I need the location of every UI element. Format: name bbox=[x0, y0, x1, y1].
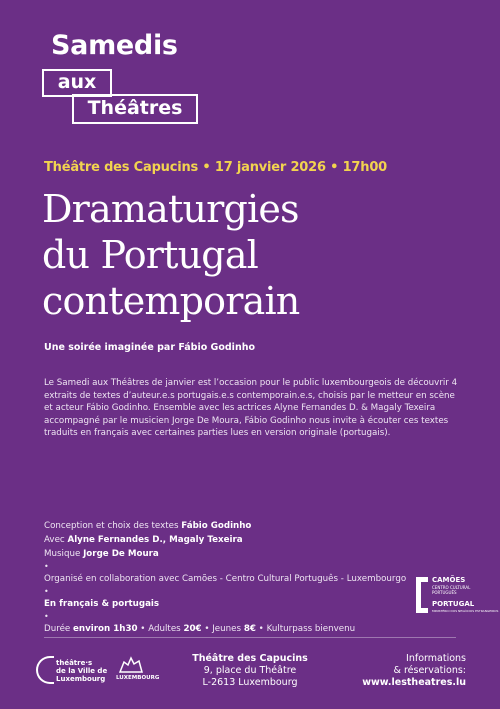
event-subtitle: Une soirée imaginée par Fábio Godinho bbox=[44, 342, 255, 353]
credit-label: Conception et choix des textes bbox=[44, 521, 182, 531]
website-link[interactable]: www.lestheatres.lu bbox=[362, 677, 466, 688]
bullet-separator: • bbox=[44, 612, 49, 621]
venue-address bbox=[170, 653, 330, 689]
theatres-ville-luxembourg-logo: théâtre·s de la Ville de Luxembourg bbox=[36, 656, 121, 686]
credit-name: Jorge De Moura bbox=[83, 549, 159, 559]
bullet-separator: • bbox=[44, 587, 49, 596]
event-dateline: Théâtre des Capucins • 17 janvier 2026 • 17h00 bbox=[44, 160, 388, 175]
venue-name: Théâtre des Capucins bbox=[192, 653, 308, 664]
ville-luxembourg-logo: LUXEMBOURG bbox=[116, 656, 156, 684]
samedis-aux-theatres-logo bbox=[42, 30, 183, 119]
logo-aux-box: aux bbox=[42, 69, 112, 97]
language-note: En français & portugais bbox=[44, 599, 160, 609]
event-description: Le Samedi aux Théâtres de janvier est l’occasion pour le public luxembourgeois de découvrir 4 extraits de textes d’auteur.e.s portugais.e.s contemporain.e.s, choisis par le metteur en scène et acteur Fábio Godinho. Ensemble avec les actrices Alyne Fernandes D. & Magaly Texeira accompagné par le musicien Jorge De Moura, Fábio Godinho nous invite à écouter ces textes traduits en français avec certaines parties lues en version originale (portugais). bbox=[44, 378, 458, 438]
duration-price-line: Durée environ 1h30 • Adultes 20€ • Jeunes 8€ • Kulturpass bienvenu bbox=[44, 624, 356, 634]
credit-name: Fábio Godinho bbox=[181, 521, 252, 531]
title-line: Dramaturgies bbox=[42, 187, 299, 231]
title-line: contemporain bbox=[42, 279, 300, 323]
camoes-logo: CAMÕES CENTRO CULTURAL PORTUGUÊS PORTUGAL MINISTÉRIO DOS NEGÓCIOS ESTRANGEIROS bbox=[416, 575, 471, 617]
bullet-separator: • bbox=[44, 562, 49, 571]
theatres-arc-icon bbox=[36, 656, 54, 684]
footer-divider bbox=[44, 637, 456, 638]
venue-street: 9, place du Théâtre bbox=[203, 665, 297, 676]
credits-block bbox=[44, 519, 474, 636]
logo-theatres-box: Théâtres bbox=[72, 94, 198, 124]
organisation-note: Organisé en collaboration avec Camões - Centro Cultural Português - Luxembourgo bbox=[44, 574, 407, 584]
reservation-info: Informations & réservations: www.lestheatres.lu bbox=[362, 653, 466, 688]
credit-name: Alyne Fernandes D., Magaly Texeira bbox=[67, 535, 243, 545]
credit-label: Musique bbox=[44, 549, 84, 559]
credit-musique bbox=[44, 547, 474, 561]
credit-avec bbox=[44, 533, 474, 547]
credit-conception bbox=[44, 519, 474, 533]
camoes-c-icon bbox=[416, 577, 428, 613]
venue-city: L-2613 Luxembourg bbox=[202, 677, 298, 688]
lion-icon bbox=[116, 656, 146, 674]
logo-samedis-text: Samedis bbox=[51, 30, 178, 61]
title-line: du Portugal bbox=[42, 233, 259, 277]
event-title bbox=[42, 186, 299, 324]
credit-label: Avec bbox=[44, 535, 68, 545]
